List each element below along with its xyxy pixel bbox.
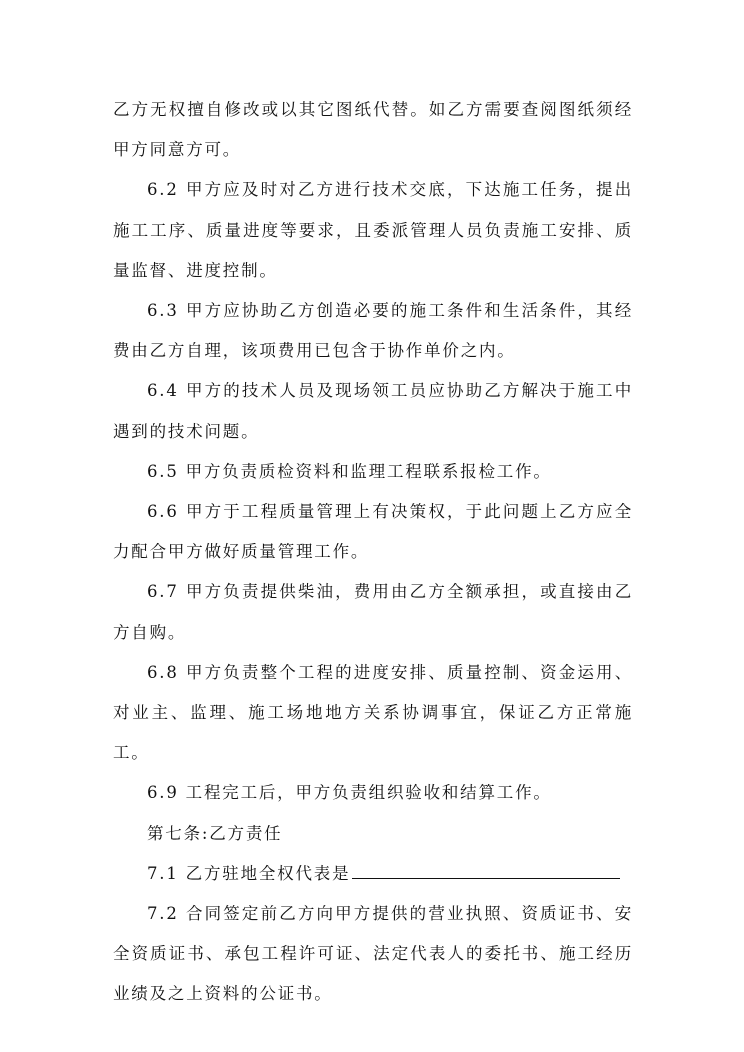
paragraph-drawing-change: 乙方无权擅自修改或以其它图纸代替。如乙方需要查阅图纸须经甲方同意方可。	[113, 100, 633, 160]
section-heading-article-7: 第七条:乙方责任	[147, 823, 283, 843]
paragraph-6-5: 6.5 甲方负责质检资料和监理工程联系报检工作。	[147, 461, 552, 481]
document-page	[113, 90, 633, 1015]
paragraph-6-7: 6.7 甲方负责提供柴油，费用由乙方全额承担，或直接由乙方自购。	[113, 582, 633, 642]
paragraph-6-8: 6.8 甲方负责整个工程的进度安排、质量控制、资金运用、对业主、监理、施工场地地方关系协调事宜，保证乙方正常施工。	[113, 662, 633, 763]
paragraph-6-2: 6.2 甲方应及时对乙方进行技术交底，下达施工任务，提出施工工序、质量进度等要求，且委派管理人员负责施工安排、质量监督、进度控制。	[113, 180, 633, 280]
paragraph-6-3: 6.3 甲方应协助乙方创造必要的施工条件和生活条件，其经费由乙方自理，该项费用已包含于协作单价之内。	[113, 301, 633, 361]
paragraph-6-9: 6.9 工程完工后，甲方负责组织验收和结算工作。	[147, 783, 552, 803]
paragraph-7-2: 7.2 合同签定前乙方向甲方提供的营业执照、资质证书、安全资质证书、承包工程许可证、法定代表人的委托书、施工经历业绩及之上资料的公证书。	[113, 904, 633, 1004]
paragraph-7-1-text: 7.1 乙方驻地全权代表是	[147, 863, 351, 883]
paragraph-6-4: 6.4 甲方的技术人员及现场领工员应协助乙方解决于施工中遇到的技术问题。	[113, 381, 633, 441]
paragraph-6-6: 6.6 甲方于工程质量管理上有决策权，于此问题上乙方应全力配合甲方做好质量管理工作。	[113, 502, 633, 562]
paragraph-7-1	[113, 854, 633, 894]
representative-blank-line	[352, 877, 620, 879]
